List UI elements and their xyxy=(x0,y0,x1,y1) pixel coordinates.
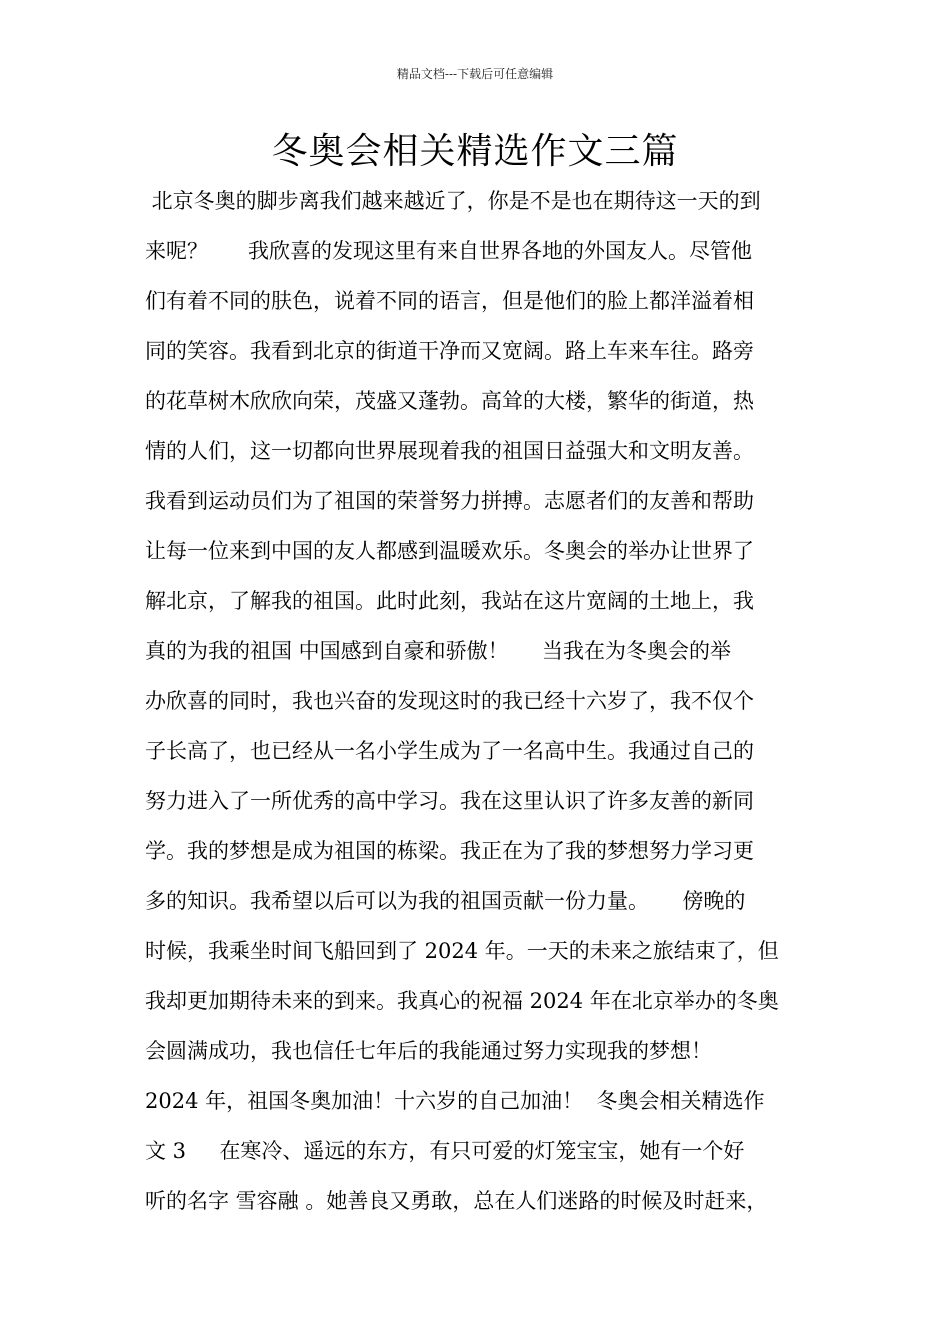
body-line: 文 3 在寒冷、遥远的东方，有只可爱的灯笼宝宝，她有一个好 xyxy=(145,1139,745,1163)
body-line: 来呢？ 我欣喜的发现这里有来自世界各地的外国友人。尽管他 xyxy=(145,239,753,263)
body-line: 让每一位来到中国的友人都感到温暖欢乐。冬奥会的举办让世界了 xyxy=(145,539,754,563)
document-title: 冬奥会相关精选作文三篇 xyxy=(271,131,679,172)
body-line: 学。我的梦想是成为祖国的栋梁。我正在为了我的梦想努力学习更 xyxy=(145,839,754,863)
body-line: 子长高了，也已经从一名小学生成为了一名高中生。我通过自己的 xyxy=(145,739,754,763)
page-header: 精品文档---下载后可任意编辑 xyxy=(396,67,554,81)
body-line: 多的知识。我希望以后可以为我的祖国贡献一份力量。 傍晚的 xyxy=(145,889,746,913)
body-line: 2024 年，祖国冬奥加油！十六岁的自己加油！ 冬奥会相关精选作 xyxy=(145,1089,765,1113)
body-line: 们有着不同的肤色，说着不同的语言，但是他们的脸上都洋溢着相 xyxy=(145,289,754,313)
document-body xyxy=(145,176,835,1226)
body-line: 解北京，了解我的祖国。此时此刻，我站在这片宽阔的土地上，我 xyxy=(145,589,754,613)
body-line: 我看到运动员们为了祖国的荣誉努力拼搏。志愿者们的友善和帮助 xyxy=(145,489,754,513)
body-line: 北京冬奥的脚步离我们越来越近了，你是不是也在期待这一天的到 xyxy=(145,189,761,213)
body-line: 办欣喜的同时，我也兴奋的发现这时的我已经十六岁了，我不仅个 xyxy=(145,689,754,713)
body-line: 我却更加期待未来的到来。我真心的祝福 2024 年在北京举办的冬奥 xyxy=(145,989,779,1013)
body-line: 情的人们，这一切都向世界展现着我的祖国日益强大和文明友善。 xyxy=(145,439,754,463)
body-line: 时候，我乘坐时间飞船回到了 2024 年。一天的未来之旅结束了，但 xyxy=(145,939,779,963)
body-line: 真的为我的祖国 中国感到自豪和骄傲！ 当我在为冬奥会的举 xyxy=(145,639,732,663)
body-line: 同的笑容。我看到北京的街道干净而又宽阔。路上车来车往。路旁 xyxy=(145,339,754,363)
body-line: 的花草树木欣欣向荣，茂盛又蓬勃。高耸的大楼，繁华的街道，热 xyxy=(145,389,754,413)
body-line: 听的名字 雪容融 。她善良又勇敢，总在人们迷路的时候及时赶来， xyxy=(145,1189,768,1213)
body-line: 努力进入了一所优秀的高中学习。我在这里认识了许多友善的新同 xyxy=(145,789,754,813)
body-line: 会圆满成功，我也信任七年后的我能通过努力实现我的梦想！ xyxy=(145,1039,712,1063)
